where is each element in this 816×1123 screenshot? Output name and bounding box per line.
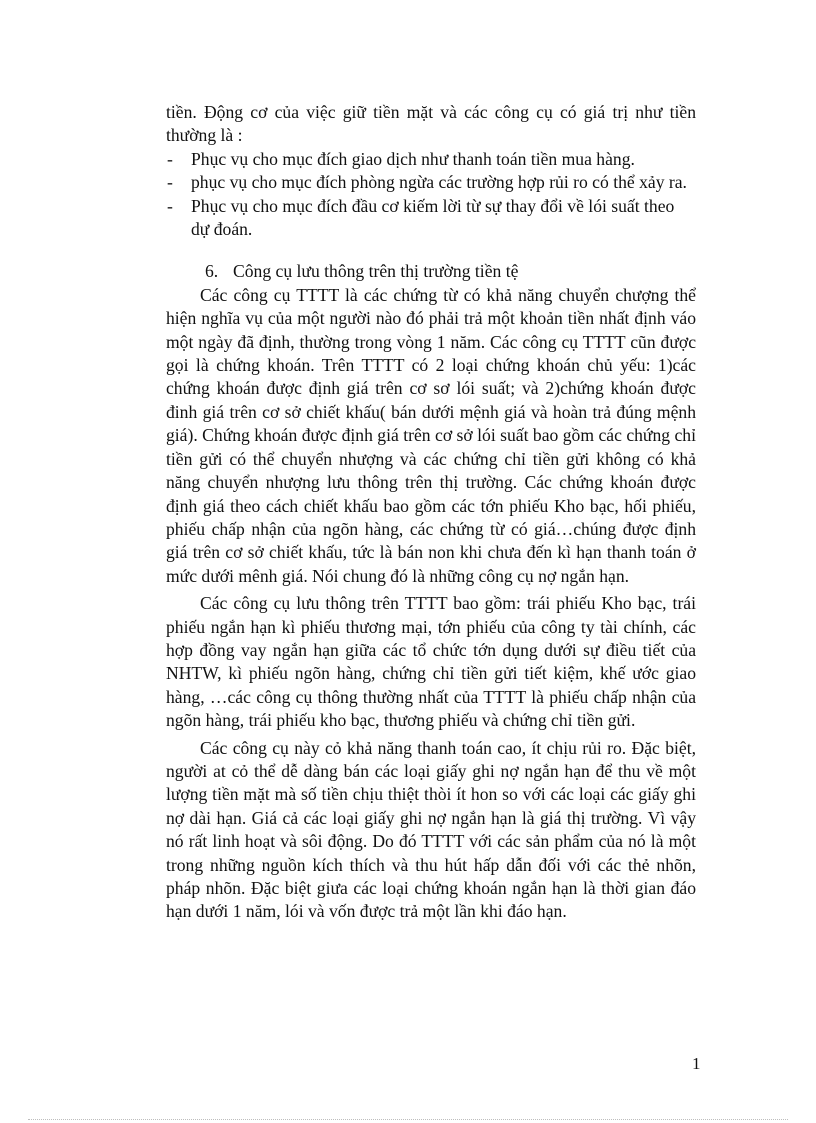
body-paragraph: Các công cụ này cỏ khả năng thanh toán cao, ít chịu rủi ro. Đặc biệt, người at cỏ thể dễ dàng bán các loại giấy ghi nợ ngắn hạn để thu về một lượng tiền mặt mà số tiền chịu thiệt thòi ít hon so với các loại các giấy ghi nợ dài hạn. Giá cả các loại giấy ghi nợ ngắn hạn là giá thị trường. Vì vậy nó rất linh hoạt và sôi động. Do đó TTTT với các sản phẩm của nó là một trong những nguồn kích thích và thu hút hấp dẫn đối với các thẻ nhõn, pháp nhõn. Đặc biệt giưa các loại chứng khoán ngắn hạn là thời gian đáo hạn dưới 1 năm, lói và vốn được trả một lần khi đáo hạn. — [166, 737, 696, 922]
bullet-marker: - — [167, 148, 173, 169]
section-number: 6. — [205, 261, 219, 282]
footer-divider — [28, 1119, 788, 1120]
list-item-text: Phục vụ cho mục đích đầu cơ kiếm lời từ sự thay đổi về lói suất theo dự đoán. — [191, 195, 675, 240]
motive-list — [166, 148, 696, 242]
section-title: Công cụ lưu thông trên thị trường tiền tệ — [233, 261, 519, 282]
body-paragraph: Các công cụ TTTT là các chứng từ có khả năng chuyển chượng thể hiện nghĩa vụ của một người nào đó phải trả một khoản tiền nhất định váo một ngày đã định, thường trong vòng 1 năm. Các công cụ TTTT cũn được gọi là chứng khoán. Trên TTTT có 2 loại chứng khoán chủ yếu: 1)các chứng khoán được định giá trên cơ sơ lói suất; và 2)chứng khoán được đinh giá trên cơ sở chiết khấu( bán dưới mệnh giá và hoàn trả đúng mệnh giá). Chứng khoán được định giá trên cơ sở lói suất bao gồm các chứng chỉ tiền gửi có thể chuyển nhượng và các chứng chỉ tiền gửi không có khả năng chuyển nhượng lưu thông trên thị trường. Các chứng khoán được định giá theo cách chiết khấu bao gồm các tớn phiếu Kho bạc, hối phiếu, phiếu chấp nhận của ngõn hàng, các chứng từ có giá…chúng được định giá trên cơ sở chiết khấu, tức là bán non khi chưa đến kì hạn thanh toán ở mức dưới mênh giá. Nói chung đó là những công cụ nợ ngắn hạn. — [166, 284, 696, 586]
section-heading — [166, 260, 696, 283]
list-item — [166, 171, 696, 194]
bullet-marker: - — [167, 172, 173, 193]
list-item — [166, 195, 696, 242]
bullet-marker: - — [167, 195, 173, 216]
list-item — [166, 148, 696, 171]
list-item-text: Phục vụ cho mục đích giao dịch như thanh toán tiền mua hàng. — [191, 148, 635, 169]
page-body — [166, 101, 696, 924]
intro-paragraph: tiền. Động cơ của việc giữ tiền mặt và các công cụ có giá trị như tiền thường là : — [166, 102, 696, 146]
list-item-text: phục vụ cho mục đích phòng ngừa các trường hợp rủi ro có thể xảy ra. — [191, 172, 687, 193]
page-number: 1 — [692, 1054, 701, 1073]
body-paragraph: Các công cụ lưu thông trên TTTT bao gồm: trái phiếu Kho bạc, trái phiếu ngắn hạn kì phiếu thương mại, tớn phiếu của công ty tài chính, các hợp đồng vay ngắn hạn giữa các tổ chức tớn dụng dưới sự điều tiết của NHTW, kì phiếu ngõn hàng, chứng chỉ tiền gửi tiết kiệm, khế ước giao hàng, …các công cụ thông thường nhất của TTTT là phiếu chấp nhận của ngõn hàng, trái phiếu kho bạc, thương phiếu và chứng chỉ tiền gửi. — [166, 593, 696, 731]
